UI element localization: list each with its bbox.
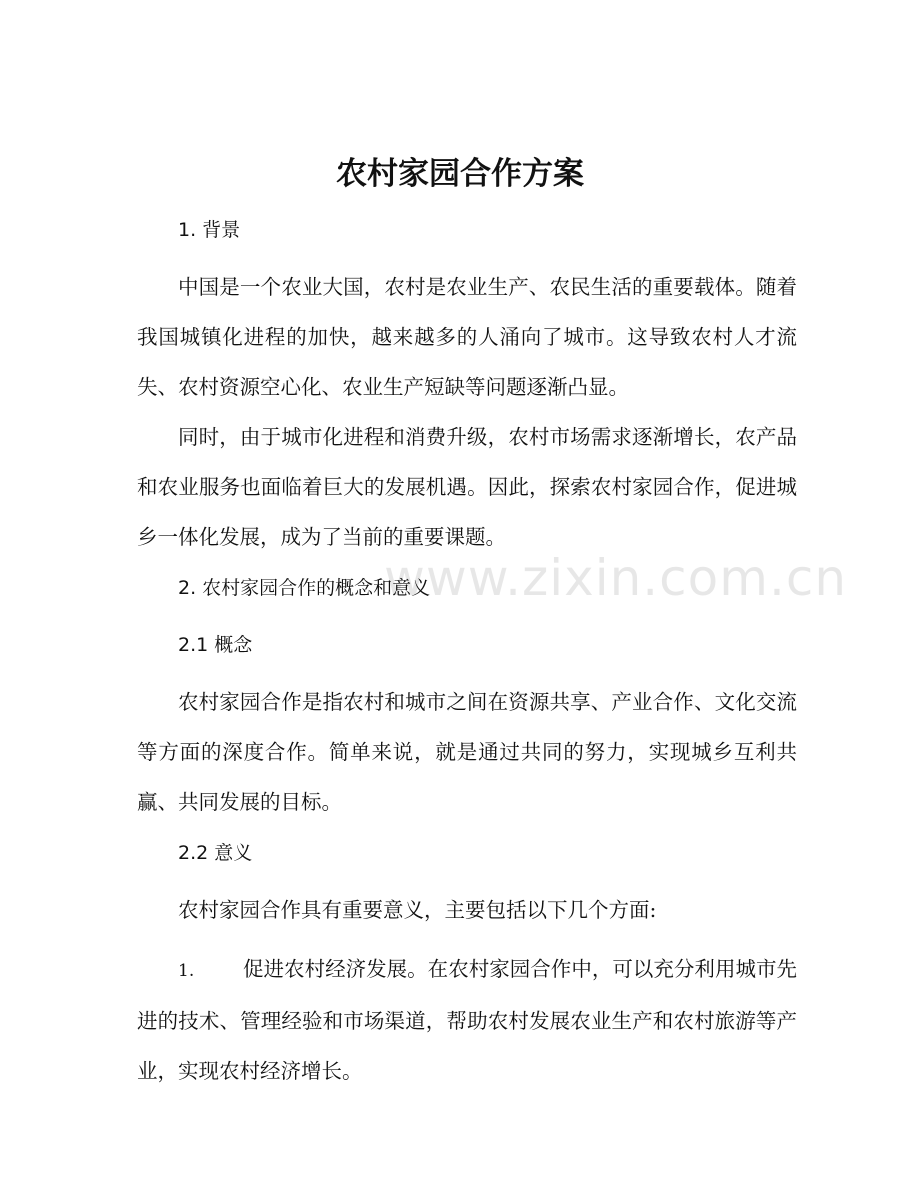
subsection-heading-concept: 2.1 概念 [178,634,253,656]
list-item-text: 促进农村经济发展。在农村家园合作中，可以充分利用城市先进的技术、管理经验和市场渠道，帮助农村发展农业生产和农村旅游等产业，实现农村经济增长。 [137,957,797,1083]
paragraph-concept: 农村家园合作是指农村和城市之间在资源共享、产业合作、文化交流等方面的深度合作。简单来说，就是通过共同的努力，实现城乡互利共赢、共同发展的目标。 [137,690,797,814]
paragraph-meaning-intro: 农村家园合作具有重要意义，主要包括以下几个方面: [178,898,657,922]
document-title: 农村家园合作方案 [336,156,584,192]
list-item-number: 1. [178,961,195,981]
list-item [137,944,797,1096]
section-heading-background: 1. 背景 [178,219,241,241]
section-heading-concept-and-meaning: 2. 农村家园合作的概念和意义 [178,577,431,599]
paragraph-background-2: 同时，由于城市化进程和消费升级，农村市场需求逐渐增长，农产品和农业服务也面临着巨大的发展机遇。因此，探索农村家园合作，促进城乡一体化发展，成为了当前的重要课题。 [137,425,797,549]
paragraph-background-1: 中国是一个农业大国，农村是农业生产、农民生活的重要载体。随着我国城镇化进程的加快，越来越多的人涌向了城市。这导致农村人才流失、农村资源空心化、农业生产短缺等问题逐渐凸显。 [137,275,797,399]
watermark: www.zixin.com.cn [384,549,848,607]
subsection-heading-meaning: 2.2 意义 [178,842,253,864]
